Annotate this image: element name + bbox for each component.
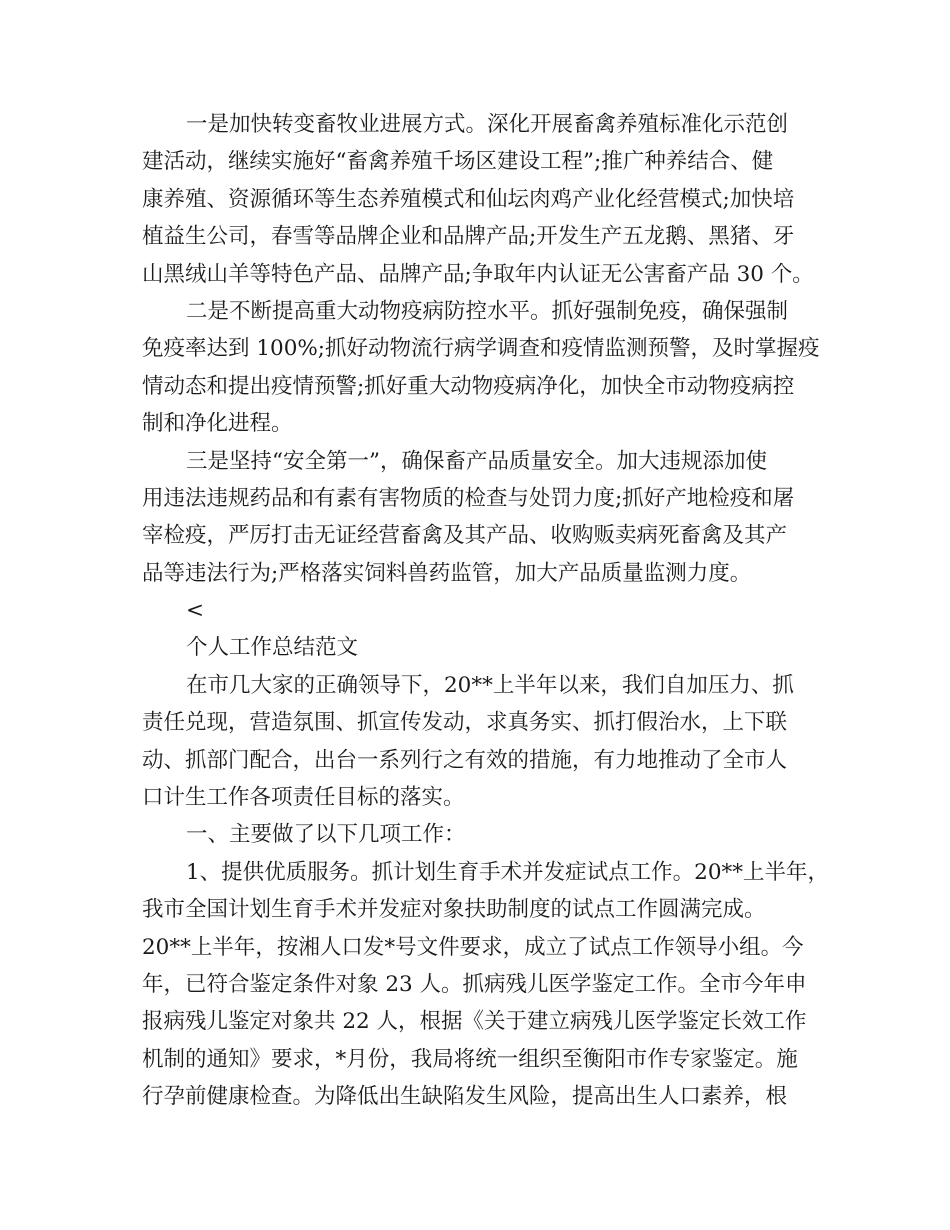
text-line: 责任兑现，营造氛围、抓宣传发动，求真务实、抓打假治水，上下联	[142, 710, 788, 736]
text-line: 1、提供优质服务。抓计划生育手术并发症试点工作。20**上半年，	[186, 859, 830, 885]
text-line: 年，已符合鉴定条件对象 23 人。抓病残儿医学鉴定工作。全市今年申	[142, 971, 807, 997]
text-line: 建活动，继续实施好“畜禽养殖千场区建设工程”;推广种养结合、健	[142, 149, 774, 175]
text-line: 个人工作总结范文	[186, 635, 359, 661]
text-line: 康养殖、资源循环等生态养殖模式和仙坛肉鸡产业化经营模式;加快培	[142, 186, 795, 212]
text-line: 植益生公司，春雪等品牌企业和品牌产品;开发生产五龙鹅、黑猪、牙	[142, 224, 795, 250]
text-line: 用违法违规药品和有素有害物质的检查与处罚力度;抓好产地检疫和屠	[142, 485, 795, 511]
document-body	[142, 106, 830, 1116]
text-line: 报病残儿鉴定对象共 22 人，根据《关于建立病残儿医学鉴定长效工作	[142, 1009, 807, 1035]
text-line: 动、抓部门配合，出台一系列行之有效的措施，有力地推动了全市人	[142, 747, 788, 773]
text-line: <	[186, 598, 205, 624]
text-line: 情动态和提出疫情预警;抓好重大动物疫病净化，加快全市动物疫病控	[142, 373, 795, 399]
text-line: 宰检疫，严厉打击无证经营畜禽及其产品、收购贩卖病死畜禽及其产	[142, 523, 788, 549]
text-line: 一、主要做了以下几项工作：	[186, 822, 466, 848]
text-line: 20**上半年，按湘人口发*号文件要求，成立了试点工作领导小组。今	[142, 934, 804, 960]
text-line: 我市全国计划生育手术并发症对象扶助制度的试点工作圆满完成。	[142, 897, 766, 923]
text-line: 口计生工作各项责任目标的落实。	[142, 785, 465, 811]
text-line: 三是坚持“安全第一”，确保畜产品质量安全。加大违规添加使	[186, 448, 767, 474]
text-line: 制和净化进程。	[142, 411, 293, 437]
text-line: 免疫率达到 100%;抓好动物流行病学调查和疫情监测预警，及时掌握疫	[142, 336, 820, 362]
text-line: 山黑绒山羊等特色产品、品牌产品;争取年内认证无公害畜产品 30 个。	[142, 261, 814, 287]
text-line: 机制的通知》要求，*月份，我局将统一组织至衡阳市作专家鉴定。施	[142, 1046, 798, 1072]
text-line: 一是加快转变畜牧业进展方式。深化开展畜禽养殖标准化示范创	[186, 112, 789, 137]
text-line: 行孕前健康检查。为降低出生缺陷发生风险，提高出生人口素养，根	[142, 1084, 788, 1110]
text-line: 在市几大家的正确领导下，20**上半年以来，我们自加压力、抓	[186, 672, 794, 698]
text-line: 品等违法行为;严格落实饲料兽药监管，加大产品质量监测力度。	[142, 560, 752, 586]
text-line: 二是不断提高重大动物疫病防控水平。抓好强制免疫，确保强制	[186, 298, 789, 324]
